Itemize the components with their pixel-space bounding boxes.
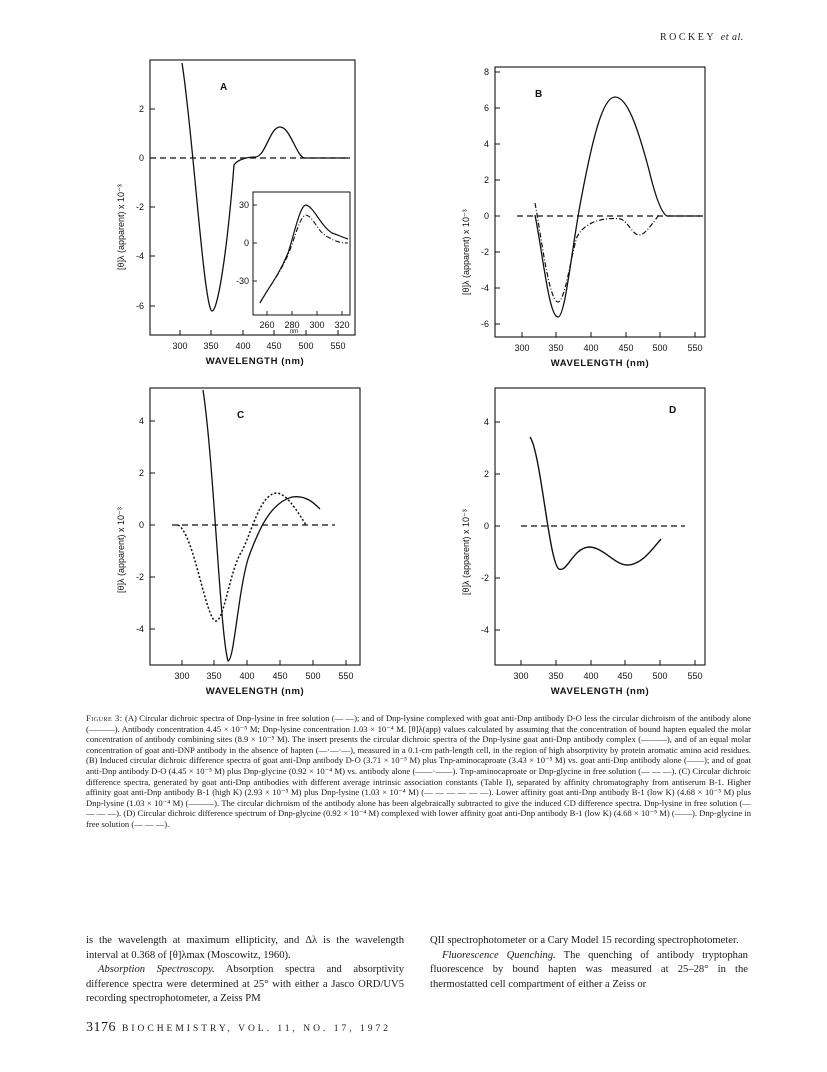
panel-d-ylabel <box>461 509 471 595</box>
panel-d-xtick-label: 400 <box>583 671 599 681</box>
panel-a-xtick-label: 350 <box>203 341 219 351</box>
body-left-paragraph-2 <box>86 963 404 1007</box>
panel-d-xlabel: WAVELENGTH (nm) <box>550 686 650 697</box>
figure-caption-text: (A) Circular dichroic spectra of Dnp-lysine in free solution (— —); and of Dnp-lysine complexed with goat anti-Dnp antibody D-O less the circular dichroism of the antibody alone (———). Antibody concentration 4.45 × 10⁻⁵ M; Dnp-lysine concentration 1.03 × 10⁻⁴ M. [θ]λ(app) values calculated by assuming that the concentration of bound hapten equaled the molar concentration of antibody combining sites (8.9 × 10⁻⁵ M). The insert presents the circular dichroic spectra of the Dnp-lysine goat anti-Dnp antibody complex (———), and of an equal molar concentration of goat anti-DNP antibody in the absence of hapten (—·—·—), measured in a 0.1-cm path-length cell, in the region of high absorptivity by protein aromatic amino acid residues. (B) Induced circular dichroic difference spectra of goat anti-Dnp antibody D-O (3.71 × 10⁻⁵ M) plus Tnp-aminocaproate (3.43 × 10⁻⁵ M) vs. goat anti-Dnp antibody alone (——); and of goat anti-Dnp antibody D-O (4.45 × 10⁻⁵ M) plus Dnp-glycine (0.92 × 10⁻⁴ M) vs. antibody alone (——·——). Tnp-aminocaproate or Dnp-glycine in free solution (— — —). (C) Circular dichroic difference spectra, generated by goat anti-Dnp antibodies with different average intrinsic association constants (Table I), separated by affinity chromatography from antiserum B-1. Higher affinity goat anti-Dnp antibody B-1 (high K) (2.93 × 10⁻⁵ M) plus Dnp-lysine (1.03 × 10⁻⁴ M) (— — — — — —). Lower affinity goat anti-Dnp antibody B-1 (low K) (4.68 × 10⁻⁵ M) plus Dnp-lysine (1.03 × 10⁻⁴ M) (———). The circular dichroism of the antibody alone has been algebraically subtracted to give the induced CD difference spectra. Dnp-lysine in free solution (— — — —). (D) Circular dichroic difference spectrum of Dnp-glycine (0.92 × 10⁻⁴ M) complexed with lower affinity goat anti-Dnp antibody B-1 (low K) (4.68 × 10⁻⁵ M) (——). Dnp-glycine in free solution (— — —). <box>86 713 751 829</box>
panel-a-ylabel-text: [θ]λ (apparent) x 10⁻³ <box>116 184 126 270</box>
panel-d-ytick-label: 0 <box>483 521 489 531</box>
panel-a-xtick-label: 300 <box>172 341 188 351</box>
journal-citation: BIOCHEMISTRY, VOL. 11, NO. 17, 1972 <box>122 1024 391 1034</box>
body-column-left <box>86 934 404 1007</box>
panel-c-xlabel: WAVELENGTH (nm) <box>205 686 305 697</box>
panel-d-ytick-label: -2 <box>480 573 489 583</box>
panel-c-ytick-label: -4 <box>135 624 144 634</box>
panel-d-yticks <box>495 422 500 630</box>
panel-b-xtick-label: 300 <box>514 343 530 353</box>
panel-a-xtick-label: 450 <box>266 341 282 351</box>
panel-b <box>455 55 745 375</box>
panel-b-xlabel: WAVELENGTH (nm) <box>550 358 650 369</box>
panel-a-xtick-label: 400 <box>235 341 251 351</box>
panel-b-xtick-label: 450 <box>618 343 634 353</box>
panel-a-ytick-label: 2 <box>138 104 144 114</box>
panel-a-ytick-label: 0 <box>138 153 144 163</box>
panel-a-inset-xunit: nm <box>289 329 299 335</box>
panel-b-frame <box>495 67 705 337</box>
running-head-authors: ROCKEY <box>660 32 716 43</box>
body-right-paragraph-1: QII spectrophotometer or a Cary Model 15 recording spectrophotometer. <box>430 935 739 946</box>
panel-a-xticks <box>180 330 338 335</box>
panel-a-yticks <box>150 109 155 306</box>
panel-a-ytick-label: -2 <box>135 202 144 212</box>
panel-b-yticks <box>495 72 500 324</box>
panel-b-tnp-curve <box>535 97 701 317</box>
figure-caption-label: Figure 3: <box>86 713 123 723</box>
page-number: 3176 <box>86 1020 116 1035</box>
panel-c-xtick-label: 550 <box>338 671 354 681</box>
panel-d-ytick-label: 2 <box>483 469 489 479</box>
panel-b-ytick-label: -6 <box>480 319 489 329</box>
panel-a-letter: A <box>220 82 228 93</box>
panel-b-ytick-label: 8 <box>483 67 489 77</box>
panel-c <box>110 383 400 708</box>
section-heading-absorption: Absorption Spectroscopy. <box>98 964 215 976</box>
panel-a-ytick-label: -6 <box>135 301 144 311</box>
panel-c-xtick-label: 450 <box>272 671 288 681</box>
panel-d-ytick-label: -4 <box>480 625 489 635</box>
panel-d-letter: D <box>669 405 677 416</box>
panel-a-xtick-label: 550 <box>330 341 346 351</box>
panel-c-xtick-label: 300 <box>174 671 190 681</box>
panel-c-letter: C <box>237 410 245 421</box>
panel-a-xlabel: WAVELENGTH (nm) <box>205 356 305 367</box>
body-left-paragraph-1: is the wavelength at maximum ellipticity, and Δλ is the wavelength interval at 0.368 of [θ]λmax (Moscowitz, 1960). <box>86 935 404 961</box>
panel-a-inset-xtick-label: 300 <box>309 320 325 330</box>
panel-b-ytick-label: 2 <box>483 175 489 185</box>
panel-b-xticks <box>522 332 695 337</box>
panel-d <box>455 383 745 708</box>
body-left-paragraph-2-text: Absorption spectra and absorptivity difference spectra were determined at 25° with either a Jasco ORD/UV5 recording spectrophotometer, a Zeiss PM <box>86 964 404 1005</box>
panel-b-xtick-label: 500 <box>652 343 668 353</box>
panel-d-xticks <box>521 660 695 665</box>
panel-a-inset-ytick-label: 30 <box>238 200 249 210</box>
panel-c-yticks <box>150 421 155 629</box>
panel-c-ytick-label: 0 <box>138 520 144 530</box>
panel-b-xtick-label: 400 <box>583 343 599 353</box>
panel-d-ytick-label: 4 <box>483 417 489 427</box>
figure-caption-paragraph <box>86 713 751 830</box>
panel-d-xtick-label: 300 <box>513 671 529 681</box>
panel-a-xtick-label: 500 <box>298 341 314 351</box>
panel-a-inset-ytick-label: -30 <box>235 276 249 286</box>
panel-b-ylabel <box>461 209 471 295</box>
panel-d-complex-curve <box>530 437 661 569</box>
panel-c-ylabel-text: [θ]λ (apparent) x 10⁻³ <box>116 507 126 593</box>
panel-c-xtick-label: 400 <box>239 671 255 681</box>
panel-c-xtick-label: 500 <box>305 671 321 681</box>
panel-d-xtick-label: 550 <box>687 671 703 681</box>
panel-b-dnp-glycine-curve <box>535 203 659 302</box>
body-right-paragraph-2-text: The quenching of antibody tryptophan fluorescence by bound hapten was measured at 25–28° in the thermostatted cell compartment of either a Zeiss or <box>430 949 748 990</box>
panel-b-ytick-label: 4 <box>483 139 489 149</box>
panel-b-ytick-label: 0 <box>483 211 489 221</box>
body-right-paragraph-2 <box>430 949 748 993</box>
panel-d-ylabel-text: [θ]λ (apparent) x 10⁻³ <box>461 509 471 595</box>
body-column-right <box>430 934 748 992</box>
panel-b-ytick-label: -2 <box>480 247 489 257</box>
panel-d-xtick-label: 350 <box>548 671 564 681</box>
panel-c-ytick-label: -2 <box>135 572 144 582</box>
panel-a-ytick-label: -4 <box>135 251 144 261</box>
panel-b-xtick-label: 350 <box>548 343 564 353</box>
panel-d-xtick-label: 450 <box>617 671 633 681</box>
panel-a-inset-xtick-label: 320 <box>334 320 350 330</box>
panel-c-xticks <box>182 660 346 665</box>
panel-a-inset <box>236 192 350 335</box>
panel-a-inset-xtick-label: 280 <box>284 320 300 330</box>
page-footer <box>86 1020 391 1036</box>
panel-c-ylabel <box>116 507 126 593</box>
panel-b-ytick-label: 6 <box>483 103 489 113</box>
panel-c-xtick-label: 350 <box>206 671 222 681</box>
panel-c-ytick-label: 4 <box>138 416 144 426</box>
panel-b-xtick-label: 550 <box>687 343 703 353</box>
panel-c-high-k-curve <box>178 493 306 621</box>
panel-d-xtick-label: 500 <box>652 671 668 681</box>
panel-a-inset-xtick-label: 260 <box>259 320 275 330</box>
running-head-suffix: et al. <box>720 32 744 43</box>
running-head <box>660 32 744 43</box>
panel-b-ytick-label: -4 <box>480 283 489 293</box>
figure-caption <box>86 713 751 830</box>
panel-c-ytick-label: 2 <box>138 468 144 478</box>
panel-c-frame <box>150 388 360 665</box>
panel-b-ylabel-text: [θ]λ (apparent) x 10⁻³ <box>461 209 471 295</box>
section-heading-fluorescence: Fluorescence Quenching. <box>442 949 556 961</box>
panel-b-letter: B <box>535 89 543 100</box>
panel-a-ylabel <box>116 184 126 270</box>
panel-a-inset-ytick-label: 0 <box>243 238 249 248</box>
panel-a <box>110 55 400 375</box>
